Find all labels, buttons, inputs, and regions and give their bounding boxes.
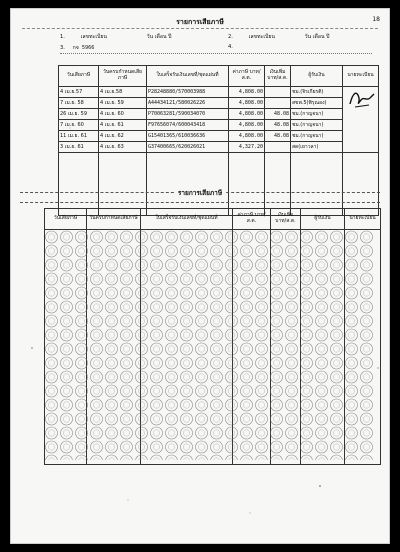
cell-receipt: F97656074/600043418 bbox=[147, 120, 229, 131]
col-header-penalty: เงินเพิ่ม บาท/ส.ต. bbox=[271, 209, 301, 230]
col-header-registrar: นายทะเบียน bbox=[345, 209, 381, 230]
col-header-receiver: ผู้รับเงิน bbox=[291, 66, 343, 87]
section2-title: รายการเสียภาษี bbox=[10, 188, 390, 198]
cell-date: 7 เม.ย. 60 bbox=[59, 120, 99, 131]
reg-field-2: 2. เลขทะเบียน วัน เดือน ปี bbox=[228, 34, 330, 40]
cell-receiver: ชม.(จิรเกียรติ) bbox=[291, 87, 343, 98]
table-row bbox=[59, 98, 379, 109]
cell-date: 11 เม.ย. 61 bbox=[59, 131, 99, 142]
cell-receipt: A44434121/580026226 bbox=[147, 98, 229, 109]
cell-due: 4 เม.ย. 60 bbox=[99, 109, 147, 120]
cell-receipt: G37400665/620026021 bbox=[147, 142, 229, 153]
cell-tax: 4,327.20 bbox=[229, 142, 265, 153]
cell-registrar bbox=[343, 87, 379, 153]
col-header-tax: ค่าภาษี บาท/ส.ต. bbox=[229, 66, 265, 87]
table-row-empty bbox=[59, 153, 379, 216]
cell-date: 26 เม.ย. 59 bbox=[59, 109, 99, 120]
table-header-row bbox=[45, 209, 381, 230]
cell-tax: 4,808.00 bbox=[229, 131, 265, 142]
col-header-date: วันเสียภาษี bbox=[59, 66, 99, 87]
cell-tax: 4,808.00 bbox=[229, 120, 265, 131]
col-header-due: วันครบกำหนดเสียภาษี bbox=[99, 66, 147, 87]
registrar-signature-icon bbox=[347, 88, 377, 110]
security-watermark-pattern bbox=[44, 230, 374, 460]
cell-receipt: G15401365/610036636 bbox=[147, 131, 229, 142]
cell-receipt: P70063281/590034070 bbox=[147, 109, 229, 120]
cell-penalty: 48.08 bbox=[265, 120, 291, 131]
col-header-receiver: ผู้รับเงิน bbox=[301, 209, 345, 230]
col-header-penalty: เงินเพิ่ม บาท/ส.ต. bbox=[265, 66, 291, 87]
cell-due: 4 เม.ย. 61 bbox=[99, 120, 147, 131]
cell-tax: 4,808.00 bbox=[229, 98, 265, 109]
col-header-registrar: นายทะเบียน bbox=[343, 66, 379, 87]
cell-date: 7 เม.ย. 58 bbox=[59, 98, 99, 109]
reg-field-1: 1. เลขทะเบียน วัน เดือน ปี bbox=[60, 34, 172, 40]
header-divider bbox=[22, 28, 378, 29]
table-row bbox=[59, 109, 379, 120]
cell-due: 4 เม.ย.58 bbox=[99, 87, 147, 98]
cell-penalty bbox=[265, 87, 291, 98]
table-row bbox=[59, 131, 379, 142]
cell-receiver: สด(เยาวลา) bbox=[291, 142, 343, 153]
reg-divider bbox=[60, 53, 372, 54]
cell-penalty bbox=[265, 98, 291, 109]
cell-receiver: ชม.(กาญจนา) bbox=[291, 131, 343, 142]
page-number: 18 bbox=[372, 16, 380, 23]
section2-top-rule bbox=[20, 202, 380, 203]
cell-date: 3 เม.ย. 61 bbox=[59, 142, 99, 153]
col-header-date: วันเสียภาษี bbox=[45, 209, 87, 230]
cell-tax: 4,808.00 bbox=[229, 87, 265, 98]
cell-penalty: 48.08 bbox=[265, 131, 291, 142]
col-header-receipt: ใบเสร็จรับเงินเลขที่/ชุดแผ่นที่ bbox=[141, 209, 233, 230]
table-row bbox=[59, 87, 379, 98]
col-header-tax: ค่าภาษี บาท/ส.ต. bbox=[233, 209, 271, 230]
cell-date: 4 เม.ย.57 bbox=[59, 87, 99, 98]
table-row bbox=[59, 120, 379, 131]
table-row bbox=[59, 142, 379, 153]
cell-receipt: P28248880/570003988 bbox=[147, 87, 229, 98]
document-page bbox=[10, 8, 390, 544]
cell-receiver: ชม.(กาญจนา) bbox=[291, 109, 343, 120]
cell-tax: 4,808.00 bbox=[229, 109, 265, 120]
cell-due: 4 เม.ย. 62 bbox=[99, 131, 147, 142]
cell-penalty bbox=[265, 142, 291, 153]
cell-due: 4 เม.ย. 63 bbox=[99, 142, 147, 153]
watermark-circles bbox=[44, 230, 374, 460]
table-header-row bbox=[59, 66, 379, 87]
cell-receiver: สขพ.5(พิรุณอง) bbox=[291, 98, 343, 109]
col-header-due: วันครบกำหนดเสียภาษี bbox=[87, 209, 141, 230]
reg-field-3-plate: 3. กจ 5966 bbox=[60, 45, 95, 51]
col-header-receipt: ใบเสร็จรับเงินเลขที่/ชุดแผ่นที่ bbox=[147, 66, 229, 87]
cell-penalty: 48.08 bbox=[265, 109, 291, 120]
cell-receiver: ชม.(กาญจนา) bbox=[291, 120, 343, 131]
reg-field-4: 4. bbox=[228, 44, 233, 50]
cell-due: 4 เม.ย. 59 bbox=[99, 98, 147, 109]
section1-title: รายการเสียภาษี bbox=[176, 18, 224, 26]
